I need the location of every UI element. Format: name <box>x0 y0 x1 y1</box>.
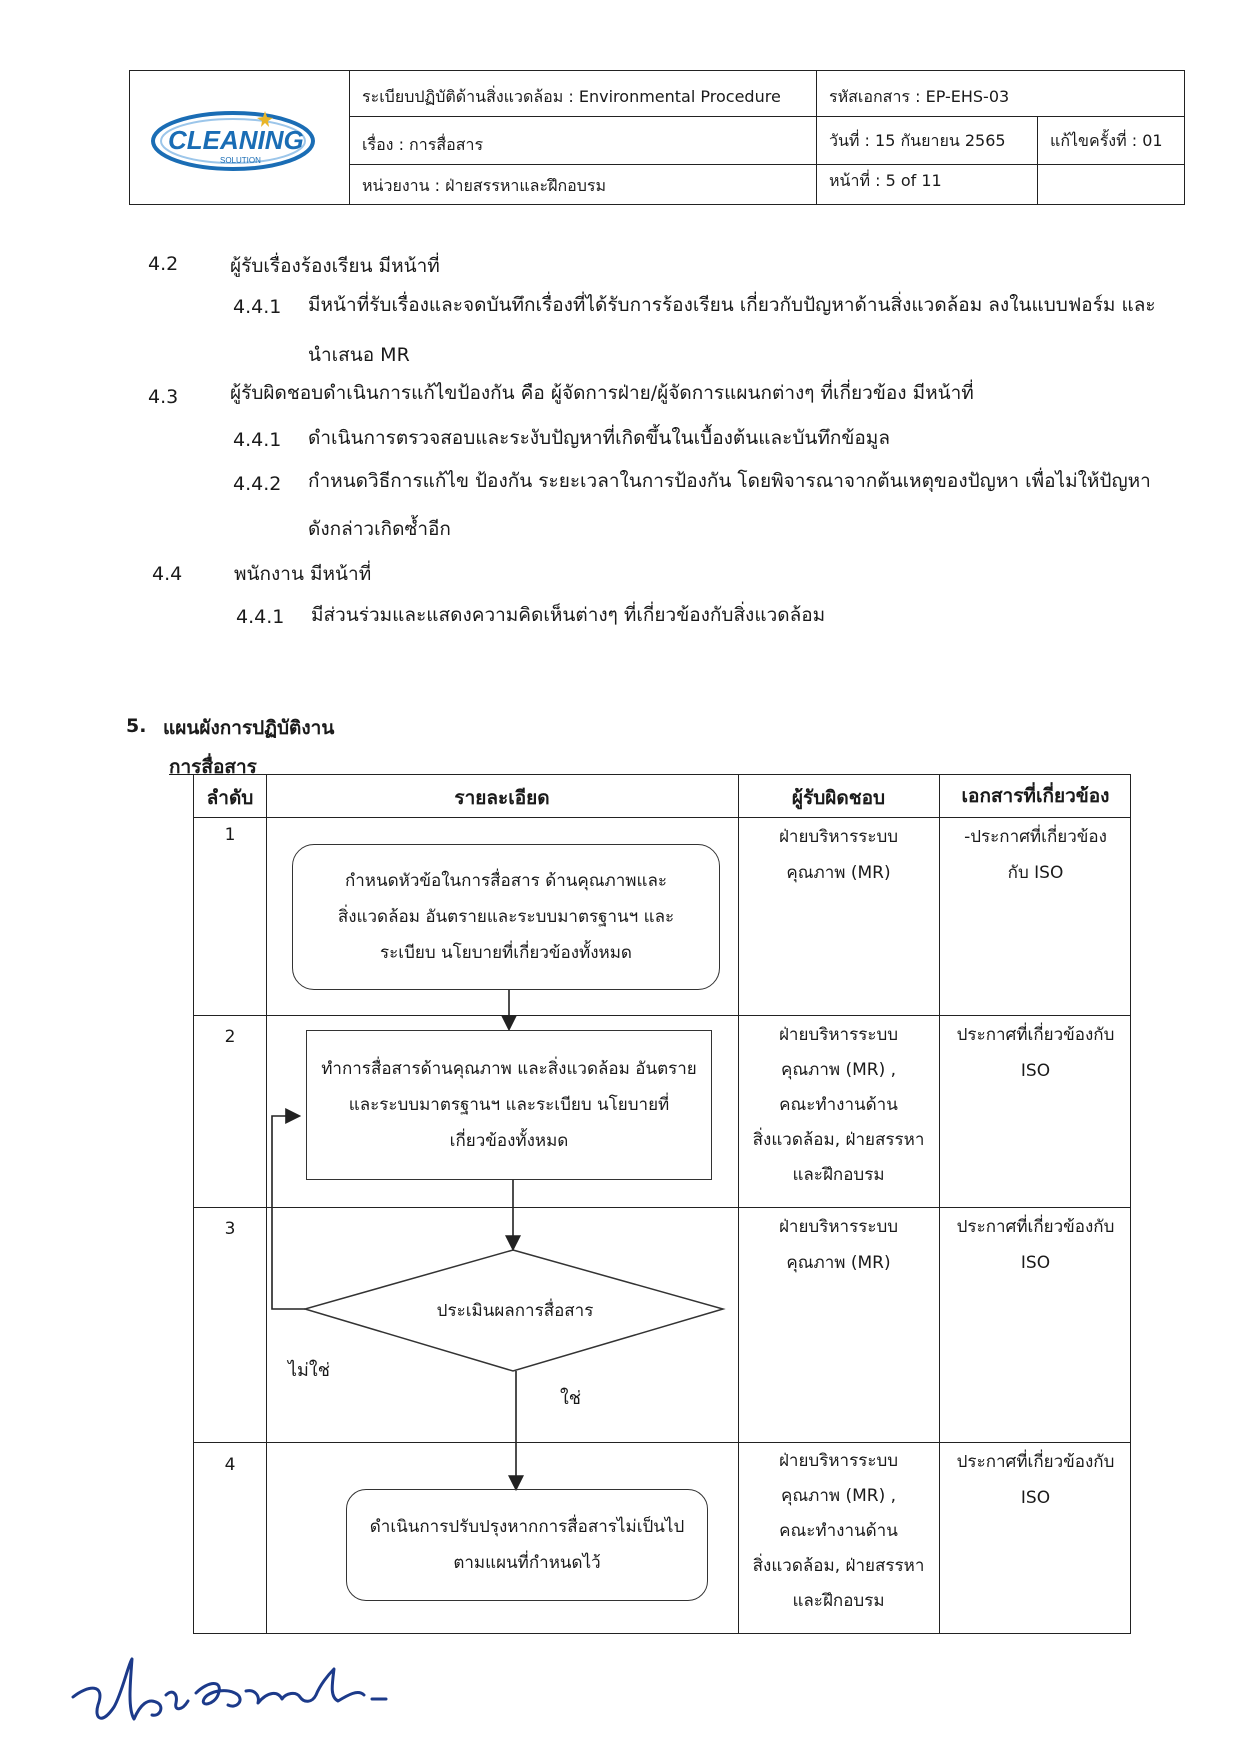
document-line: ISO <box>1020 1488 1051 1508</box>
responsible-line: คุณภาพ (MR) <box>786 863 891 883</box>
flow-step-line: ตามแผนที่กำหนดไว้ <box>453 1553 601 1573</box>
decision-yes-label: ใช่ <box>560 1388 582 1409</box>
subsection-number: 4.4.2 <box>233 473 282 495</box>
column-header-detail: รายละเอียด <box>454 787 550 809</box>
flow-step-line: ดำเนินการปรับปรุงหากการสื่อสารไม่เป็นไป <box>369 1517 685 1537</box>
responsible-line: คุณภาพ (MR) , <box>780 1060 897 1080</box>
section-number: 4.3 <box>148 386 179 408</box>
responsible-line: คณะทำงานด้าน <box>779 1095 898 1115</box>
section-heading: ผู้รับผิดชอบดำเนินการแก้ไขป้องกัน คือ ผู้จัดการฝ่าย/ผู้จัดการแผนกต่างๆ ที่เกี่ยวข้อง มีหน้าที่ <box>230 382 974 404</box>
section-number: 5. <box>126 715 147 737</box>
flow-step-line: และระบบมาตรฐานฯ และระเบียบ นโยบายที่ <box>348 1095 670 1115</box>
responsible-line: ฝ่ายบริหารระบบ <box>778 1217 899 1237</box>
flow-step-define-topics <box>292 844 720 990</box>
responsible-line: สิ่งแวดล้อม, ฝ่ายสรรหา <box>752 1130 925 1150</box>
responsible-line: ฝ่ายบริหารระบบ <box>778 827 899 847</box>
subject-field: เรื่อง : การสื่อสาร <box>362 135 484 154</box>
logo-wordmark: CLEANING <box>168 125 304 155</box>
flow-arrow-loop <box>272 1116 305 1309</box>
flow-step-line: สิ่งแวดล้อม อันตรายและระบบมาตรฐานฯ และ <box>337 907 675 927</box>
flow-step-line: ทำการสื่อสารด้านคุณภาพ และสิ่งแวดล้อม อันตราย <box>321 1059 697 1079</box>
subsection-number: 4.4.1 <box>236 606 285 628</box>
document-line: ประกาศที่เกี่ยวข้องกับ <box>956 1025 1115 1045</box>
subsection-number: 4.4.1 <box>233 429 282 451</box>
document-line: ประกาศที่เกี่ยวข้องกับ <box>956 1217 1115 1237</box>
procedure-title: ระเบียบปฏิบัติด้านสิ่งแวดล้อม : Environmental Procedure <box>362 87 781 106</box>
department-field: หน่วยงาน : ฝ่ายสรรหาและฝึกอบรม <box>362 176 607 195</box>
section-heading: พนักงาน มีหน้าที่ <box>234 563 372 585</box>
document-code: รหัสเอกสาร : EP-EHS-03 <box>829 87 1010 106</box>
subsection-text: กำหนดวิธีการแก้ไข ป้องกัน ระยะเวลาในการป้องกัน โดยพิจารณาจากต้นเหตุของปัญหา เพื่อไม่ให้ปัญหา <box>308 470 1151 492</box>
flow-step-line: เกี่ยวข้องทั้งหมด <box>449 1131 569 1151</box>
page-number: หน้าที่ : 5 of 11 <box>829 171 942 190</box>
column-header-responsible: ผู้รับผิดชอบ <box>791 787 886 809</box>
row-number: 2 <box>224 1027 236 1047</box>
flow-step-line: กำหนดหัวข้อในการสื่อสาร ด้านคุณภาพและ <box>344 871 668 891</box>
subsection-text: ดำเนินการตรวจสอบและระงับปัญหาที่เกิดขึ้นในเบื้องต้นและบันทึกข้อมูล <box>308 427 890 449</box>
flow-step-line: ระเบียบ นโยบายที่เกี่ยวข้องทั้งหมด <box>380 943 632 963</box>
subsection-text-cont: นำเสนอ MR <box>308 344 410 366</box>
decision-label: ประเมินผลการสื่อสาร <box>436 1301 594 1321</box>
row-number: 4 <box>224 1455 236 1475</box>
revision-number: แก้ไขครั้งที่ : 01 <box>1050 131 1163 150</box>
section-heading: ผู้รับเรื่องร้องเรียน มีหน้าที่ <box>230 255 440 277</box>
decision-no-label: ไม่ใช่ <box>288 1360 330 1381</box>
document-line: -ประกาศที่เกี่ยวข้อง <box>964 827 1107 847</box>
document-line: ISO <box>1020 1061 1051 1081</box>
logo-subtext: SOLUTION <box>220 156 261 165</box>
document-line: ประกาศที่เกี่ยวข้องกับ <box>956 1452 1115 1472</box>
section-number: 4.4 <box>152 563 183 585</box>
responsible-line: คุณภาพ (MR) , <box>780 1486 897 1506</box>
section-heading: แผนผังการปฏิบัติงาน <box>163 717 335 739</box>
responsible-line: และฝึกอบรม <box>792 1591 885 1611</box>
document-date: วันที่ : 15 กันยายน 2565 <box>829 131 1006 150</box>
row-number: 1 <box>224 825 236 845</box>
column-header-documents: เอกสารที่เกี่ยวข้อง <box>961 785 1110 807</box>
flowchart-title: การสื่อสาร <box>169 756 257 778</box>
subsection-text-cont: ดังกล่าวเกิดซ้ำอีก <box>308 518 451 540</box>
responsible-line: คุณภาพ (MR) <box>786 1253 891 1273</box>
responsible-line: คณะทำงานด้าน <box>779 1521 898 1541</box>
section-number: 4.2 <box>148 253 179 275</box>
responsible-line: และฝึกอบรม <box>792 1165 885 1185</box>
column-header-order: ลำดับ <box>206 787 254 809</box>
responsible-line: สิ่งแวดล้อม, ฝ่ายสรรหา <box>752 1556 925 1576</box>
subsection-number: 4.4.1 <box>233 296 282 318</box>
document-line: ISO <box>1020 1253 1051 1273</box>
flow-step-communicate <box>306 1030 712 1180</box>
subsection-text: มีหน้าที่รับเรื่องและจดบันทึกเรื่องที่ได้รับการร้องเรียน เกี่ยวกับปัญหาด้านสิ่งแวดล้อม ลงในแบบฟอร์ม และ <box>308 294 1156 316</box>
signature-icon <box>68 1645 408 1745</box>
document-line: กับ ISO <box>1007 863 1064 883</box>
subsection-text: มีส่วนร่วมและแสดงความคิดเห็นต่างๆ ที่เกี่ยวข้องกับสิ่งแวดล้อม <box>311 604 826 626</box>
responsible-line: ฝ่ายบริหารระบบ <box>778 1025 899 1045</box>
flow-step-improve <box>346 1489 708 1601</box>
responsible-line: ฝ่ายบริหารระบบ <box>778 1451 899 1471</box>
row-number: 3 <box>224 1219 236 1239</box>
